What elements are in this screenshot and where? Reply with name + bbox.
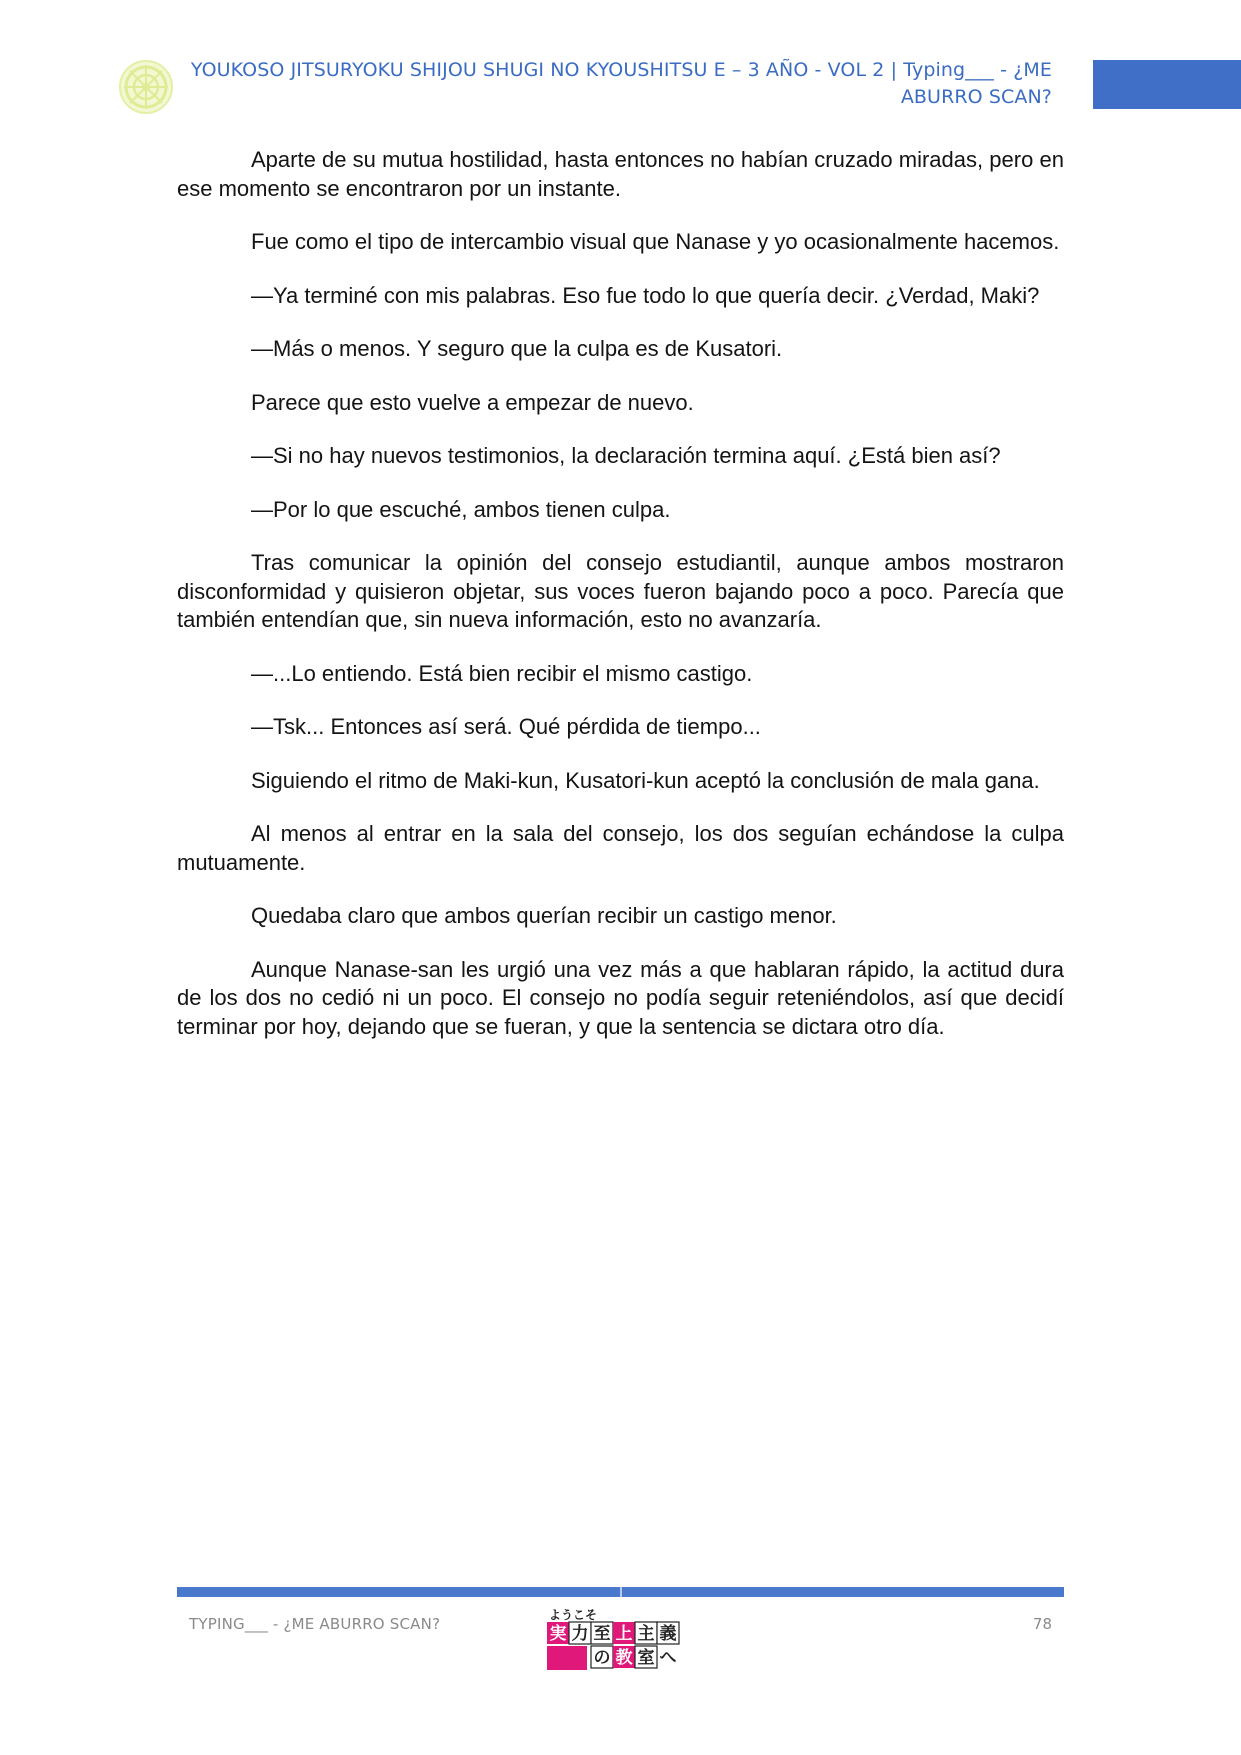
logo-char: 力	[571, 1624, 589, 1644]
header-title	[190, 57, 1052, 111]
logo-kana: ようこそ	[549, 1608, 598, 1622]
circular-emblem-icon	[118, 59, 174, 115]
paragraph: Quedaba claro que ambos querían recibir un castigo menor.	[251, 903, 837, 928]
paragraph: —Ya terminé con mis palabras. Eso fue todo lo que quería decir. ¿Verdad, Maki?	[251, 282, 1040, 308]
logo-char: へ	[659, 1648, 677, 1668]
footer-divider	[177, 1587, 1064, 1597]
paragraph: Al menos al entrar en la sala del consejo, los dos seguían echándose la culpa mutuamente.	[177, 821, 1064, 875]
logo-char: 至	[593, 1624, 611, 1644]
paragraph: —Por lo que escuché, ambos tienen culpa.	[251, 496, 671, 522]
paragraph: —...Lo entiendo. Está bien recibir el mismo castigo.	[251, 660, 753, 686]
logo-char: 実	[549, 1624, 567, 1644]
logo-char: 義	[659, 1624, 677, 1644]
logo-char: 教	[615, 1648, 633, 1668]
page-number: 78	[1032, 1615, 1052, 1633]
paragraph: Fue como el tipo de intercambio visual que Nanase y yo ocasionalmente hacemos.	[251, 229, 1060, 254]
header-title-line-2: ABURRO SCAN?	[900, 86, 1052, 108]
paragraph: —Si no hay nuevos testimonios, la declaración termina aquí. ¿Está bien así?	[251, 443, 1001, 468]
logo-char: 上	[615, 1624, 633, 1644]
series-logo-icon	[545, 1606, 695, 1676]
page-body	[177, 146, 1064, 1066]
header-title-line-1: YOUKOSO JITSURYOKU SHIJOU SHUGI NO KYOUSHITSU E – 3 AÑO - VOL 2 | Typing___ - ¿ME	[190, 59, 1052, 81]
logo-char: の	[593, 1648, 611, 1668]
paragraph: Aparte de su mutua hostilidad, hasta entonces no habían cruzado miradas, pero en ese momento se encontraron por un instante.	[177, 147, 1064, 201]
logo-char: 室	[637, 1648, 655, 1668]
paragraph: —Tsk... Entonces así será. Qué pérdida de tiempo...	[251, 714, 761, 739]
footer-credit: TYPING___ - ¿ME ABURRO SCAN?	[189, 1615, 441, 1633]
paragraph: Siguiendo el ritmo de Maki-kun, Kusatori-kun aceptó la conclusión de mala gana.	[251, 767, 1040, 793]
paragraph: —Más o menos. Y seguro que la culpa es de Kusatori.	[251, 336, 783, 361]
paragraph: Parece que esto vuelve a empezar de nuevo.	[251, 389, 694, 415]
header-accent-bar	[1093, 60, 1241, 109]
paragraph: Aunque Nanase-san les urgió una vez más a que hablaran rápido, la actitud dura de los dos no cedió ni un poco. El consejo no podía seguir reteniéndolos, así que decidí terminar por hoy, dejando que se fueran, y que la sentencia se dictara otro día.	[177, 956, 1064, 1039]
logo-char: 主	[637, 1624, 655, 1644]
paragraph: Tras comunicar la opinión del consejo estudiantil, aunque ambos mostraron disconformidad y quisieron objetar, sus voces fueron bajando poco a poco. Parecía que también entendían que, sin nueva información, esto no avanzaría.	[177, 550, 1064, 632]
